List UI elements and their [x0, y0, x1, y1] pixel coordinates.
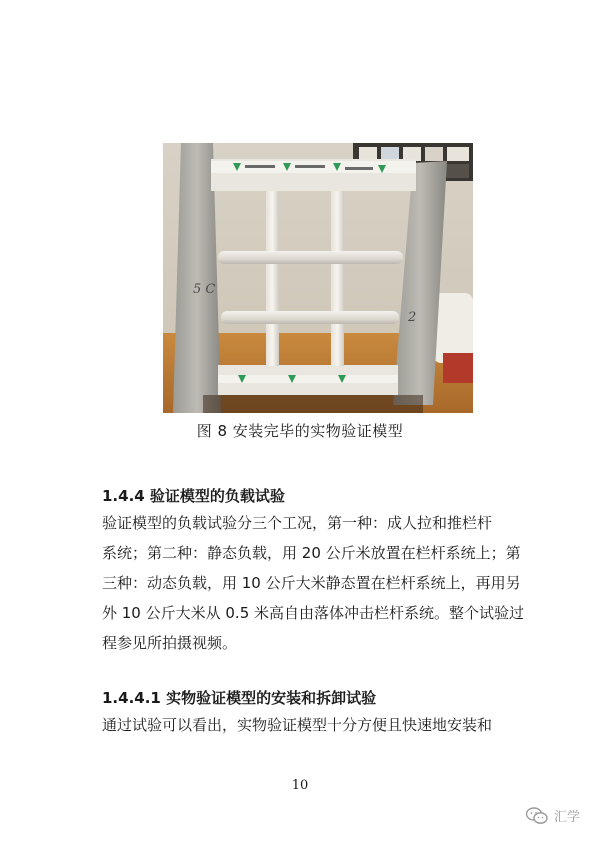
watermark-text: 汇学 — [553, 810, 580, 825]
section-paragraph — [102, 508, 527, 658]
figure-caption: 图 8 安装完毕的实物验证模型 — [196, 422, 404, 440]
railing-model-illustration — [163, 143, 473, 413]
paragraph-line: 三种：动态负载，用 10 公斤大米静态置在栏杆系统上，再用另 — [102, 574, 521, 592]
paragraph-line: 通过试验可以看出，实物验证模型十分方便且快速地安装和 — [102, 716, 493, 734]
wechat-icon — [526, 807, 548, 825]
paragraph-line: 系统；第二种：静态负载，用 20 公斤米放置在栏杆系统上；第 — [102, 544, 521, 562]
handwritten-mark-right: 2 — [408, 310, 417, 325]
paragraph-line: 程参见所拍摄视频。 — [102, 634, 238, 652]
handwritten-mark-left: 5 C — [193, 282, 216, 297]
page-number: 10 — [291, 778, 309, 793]
watermark — [526, 806, 580, 825]
subsection-heading: 1.4.4.1 实物验证模型的安装和拆卸试验 — [102, 689, 377, 707]
figure-photo — [163, 143, 473, 413]
subsection-paragraph — [102, 710, 527, 740]
section-heading: 1.4.4 验证模型的负载试验 — [102, 487, 285, 505]
paragraph-line: 验证模型的负载试验分三个工况，第一种：成人拉和推栏杆 — [102, 514, 493, 532]
paragraph-line: 外 10 公斤大米从 0.5 米高自由落体冲击栏杆系统。整个试验过 — [102, 604, 525, 622]
